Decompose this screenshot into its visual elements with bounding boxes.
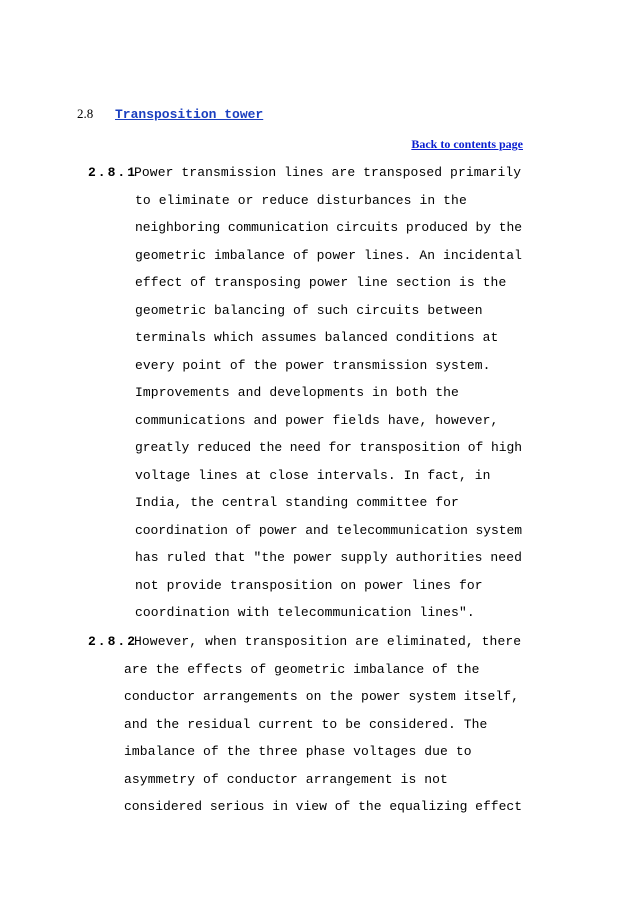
paragraph-line: coordination with telecommunication lines". bbox=[135, 605, 475, 620]
paragraph-line: However, when transposition are eliminated, there bbox=[134, 634, 522, 649]
paragraph-line: communications and power fields have, however, bbox=[135, 412, 499, 428]
paragraph-line: to eliminate or reduce disturbances in the bbox=[135, 192, 467, 208]
paragraph-line: coordination of power and telecommunication system bbox=[135, 522, 522, 538]
heading-number: 2.8 bbox=[77, 106, 94, 121]
heading-title-link[interactable]: Transposition tower bbox=[115, 107, 264, 122]
paragraph-line: terminals which assumes balanced conditions at bbox=[135, 330, 499, 345]
paragraph-line: effect of transposing power line section is the bbox=[135, 275, 507, 290]
paragraph-line: not provide transposition on power lines for bbox=[135, 577, 483, 593]
paragraph-line: conductor arrangements on the power system itself, bbox=[124, 689, 520, 704]
paragraph-line: and the residual current to be considered. The bbox=[124, 716, 488, 732]
section-heading bbox=[77, 105, 263, 123]
paragraph-line: neighboring communication circuits produced by the bbox=[135, 220, 522, 235]
section-number: 2.8.1 bbox=[88, 165, 138, 180]
paragraph-line: asymmetry of conductor arrangement is not bbox=[124, 771, 448, 787]
paragraph-line: Improvements and developments in both the bbox=[135, 385, 459, 400]
paragraph-line: geometric imbalance of power lines. An incidental bbox=[135, 247, 522, 263]
paragraph-line: voltage lines at close intervals. In fact, in bbox=[135, 467, 491, 483]
paragraph-line: geometric balancing of such circuits between bbox=[135, 302, 483, 318]
paragraph-line: imbalance of the three phase voltages due to bbox=[124, 744, 472, 759]
paragraph-line: has ruled that "the power supply authorities need bbox=[135, 550, 522, 565]
paragraph-line: greatly reduced the need for transposition of high bbox=[135, 440, 522, 455]
paragraph-line: are the effects of geometric imbalance of the bbox=[124, 661, 480, 677]
paragraph-line: every point of the power transmission system. bbox=[135, 357, 491, 373]
back-to-contents-link[interactable]: Back to contents page bbox=[411, 137, 523, 151]
section-number: 2.8.2 bbox=[88, 634, 138, 649]
paragraph-line: considered serious in view of the equalizing effect bbox=[124, 799, 522, 814]
paragraph-line: India, the central standing committee for bbox=[135, 495, 459, 510]
paragraph-line: Power transmission lines are transposed primarily bbox=[134, 165, 522, 180]
